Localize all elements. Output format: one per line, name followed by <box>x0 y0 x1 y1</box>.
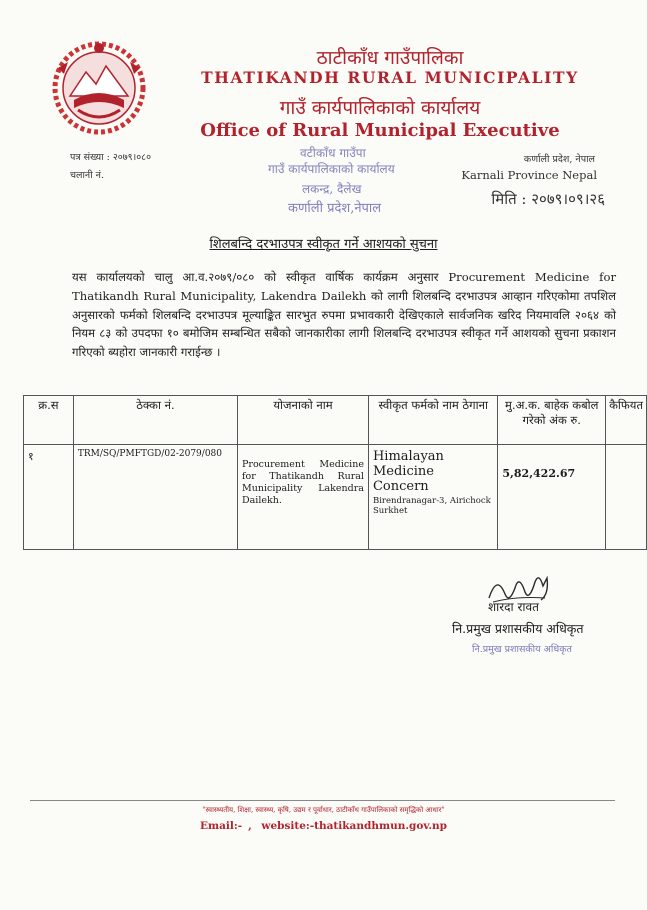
footer-email-label: Email:- <box>199 820 243 832</box>
award-table <box>23 395 647 550</box>
cell-sn: १ <box>24 445 74 550</box>
province-np: कर्णाली प्रदेश, नेपाल <box>523 154 595 165</box>
issue-date: मिति : २०७९।०९।२६ <box>491 190 605 208</box>
firm-address: Birendranagar-3, Airichock Surkhet <box>372 496 491 516</box>
footer-separator: , <box>248 820 252 832</box>
table-row <box>24 445 647 550</box>
footer-tagline: "स्वास्थ्यतीय, शिक्षा, स्वास्थ्य, कृषि, उद्यम र पूर्वाधार, ठाटीकाँध गाउँपालिकाको समृद्धिको आधार" <box>202 806 445 814</box>
stamp-line-2: गाउँ कार्यपालिकाको कार्यालय <box>268 162 395 176</box>
nepal-emblem-icon <box>48 38 150 138</box>
col-header-project: योजनाको नाम <box>238 396 369 445</box>
cell-firm <box>368 445 497 550</box>
office-stamp <box>258 140 418 220</box>
cell-project: Procurement Medicine for Thatikandh Rural Municipality Lakendra Dailekh. <box>238 445 369 550</box>
office-name-np: गाउँ कार्यपालिकाको कार्यालय <box>279 97 481 119</box>
subject-text: शिलबन्दि दरभाउपत्र स्वीकृत गर्ने आशयको सुचना <box>209 237 438 252</box>
col-header-remarks: कैफियत <box>606 396 647 445</box>
notice-body: यस कार्यालयको चालु आ.व.२०७९/०८० को स्वीकृत वार्षिक कार्यक्रम अनुसार Procurement Medicine for Thatikandh Rural Municipality, Lakendra Dailekh को लागी शिलबन्दि दरभाउपत्र आव्हान गरिएकोमा तपशिल अनुसारको फर्मको शिलबन्दि दरभाउपत्र मूल्याङ्कित सारभुत रुपमा प्रभावकारी देखिएकाले सार्वजनिक खरिद नियमावलि २०६४ को नियम ८३ को उपदफा १० बमोजिम सम्बन्धित सबैको जानकारीका लागी शिलबन्दि दरभाउपत्र स्वीकृत गर्ने आशयको सुचना प्रकाशन गरिएको ब्यहोरा जानकारी गराईन्छ । <box>72 270 616 360</box>
col-header-amount: मु.अ.क. बाहेक कबोल गरेको अंक रु. <box>498 396 606 445</box>
col-header-contract-no: ठेक्का नं. <box>73 396 237 445</box>
footer-website[interactable]: website:-thatikandhmun.gov.np <box>261 820 448 832</box>
reference-number: पत्र संख्या : २०७९।०८० <box>70 152 152 163</box>
office-name-en: Office of Rural Municipal Executive <box>200 120 560 141</box>
cell-remarks <box>606 445 647 550</box>
col-header-sn: क्र.स <box>24 396 74 445</box>
cell-amount: 5,82,422.67 <box>498 445 606 550</box>
municipality-name-en: THATIKANDH RURAL MUNICIPALITY <box>201 68 579 87</box>
dispatch-number: चलानी नं. <box>70 170 104 181</box>
firm-name: Himalayan Medicine Concern <box>372 449 444 494</box>
footer-divider <box>30 800 615 801</box>
signatory-stamp: नि.प्रमुख प्रशासकीय अधिकृत <box>472 644 572 655</box>
stamp-line-1: वटीकाँध गाउँपा <box>300 146 366 160</box>
notice-subject <box>0 234 647 252</box>
signatory-name: शारदा रावत <box>488 600 539 614</box>
table-header-row <box>24 396 647 445</box>
cell-contract-no: TRM/SQ/PMFTGD/02-2079/080 <box>73 445 237 550</box>
province-en: Karnali Province Nepal <box>461 168 597 182</box>
signatory-title: नि.प्रमुख प्रशासकीय अधिकृत <box>452 621 584 636</box>
stamp-line-3: लकन्द्र, दैलेख <box>302 182 362 196</box>
stamp-line-4: कर्णाली प्रदेश,नेपाल <box>288 201 382 216</box>
col-header-firm: स्वीकृत फर्मको नाम ठेगाना <box>368 396 497 445</box>
municipality-name-np: ठाटीकाँध गाउँपालिका <box>316 47 464 69</box>
footer-contact <box>0 820 647 832</box>
